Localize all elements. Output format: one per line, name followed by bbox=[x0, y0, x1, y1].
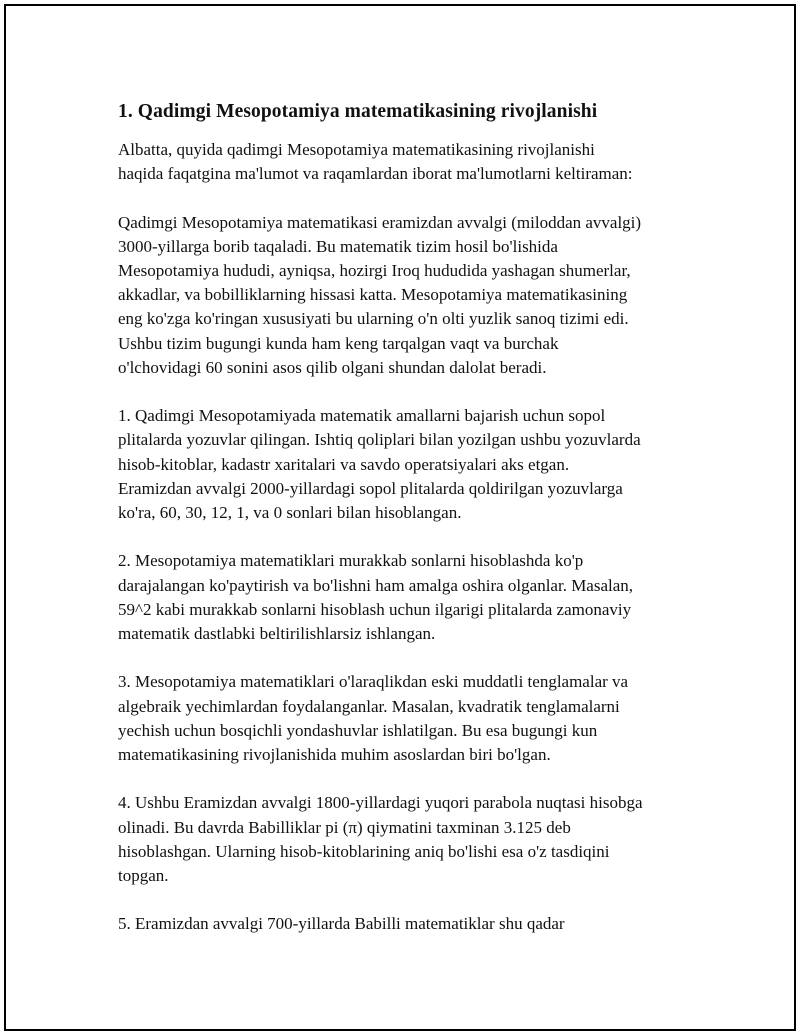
paragraph bbox=[118, 549, 708, 646]
paragraph-line: hisob-kitoblar, kadastr xaritalari va savdo operatsiyalari aks etgan. bbox=[118, 454, 570, 474]
paragraph-line: Eramizdan avvalgi 2000-yillardagi sopol plitalarda qoldirilgan yozuvlarga bbox=[118, 478, 623, 498]
paragraph-line: akkadlar, va bobilliklarning hissasi katta. Mesopotamiya matematikasining bbox=[118, 285, 628, 305]
paragraph-line: Mesopotamiya hududi, ayniqsa, hozirgi Iroq hududida yashagan shumerlar, bbox=[118, 261, 631, 280]
paragraph bbox=[118, 404, 708, 525]
paragraph-line: Ushbu tizim bugungi kunda ham keng tarqalgan vaqt va burchak bbox=[118, 333, 559, 353]
paragraph-line: Albatta, quyida qadimgi Mesopotamiya matematikasining rivojlanishi bbox=[118, 140, 595, 159]
paragraph-line: matematik dastlabki beltirilishlarsiz ishlangan. bbox=[118, 624, 436, 644]
paragraph-line: 59^2 kabi murakkab sonlarni hisoblash uchun ilgarigi plitalarda zamonaviy bbox=[118, 599, 632, 619]
paragraph-line: olinadi. Bu davrda Babilliklar pi (π) qiymatini taxminan 3.125 deb bbox=[118, 817, 571, 837]
paragraph-line: 3000-yillarga borib taqaladi. Bu matematik tizim hosil bo'lishida bbox=[118, 236, 558, 256]
paragraph-line: 4. Ushbu Eramizdan avvalgi 1800-yillardagi yuqori parabola nuqtasi hisobga bbox=[118, 793, 643, 813]
paragraph-line: 1. Qadimgi Mesopotamiyada matematik amallarni bajarish uchun sopol bbox=[118, 406, 606, 426]
paragraph-list bbox=[118, 138, 708, 937]
paragraph-line: hisoblashgan. Ularning hisob-kitoblarining aniq bo'lishi esa o'z tasdiqini bbox=[118, 841, 610, 861]
paragraph bbox=[118, 791, 708, 888]
paragraph-line: ko'ra, 60, 30, 12, 1, va 0 sonlari bilan hisoblangan. bbox=[118, 503, 462, 523]
paragraph-line: 2. Mesopotamiya matematiklari murakkab sonlarni hisoblashda ko'p bbox=[118, 551, 584, 571]
paragraph-line: algebraik yechimlardan foydalanganlar. Masalan, kvadratik tenglamalarni bbox=[118, 696, 620, 716]
paragraph bbox=[118, 211, 708, 380]
paragraph bbox=[118, 912, 708, 936]
paragraph-line: topgan. bbox=[118, 866, 169, 886]
paragraph-line: eng ko'zga ko'ringan xususiyati bu ularning o'n olti yuzlik sanoq tizimi edi. bbox=[118, 309, 629, 329]
paragraph-line: haqida faqatgina ma'lumot va raqamlardan iborat ma'lumotlarni keltiraman: bbox=[118, 164, 633, 184]
document-content bbox=[118, 98, 708, 961]
paragraph-line: Qadimgi Mesopotamiya matematikasi eramizdan avvalgi (miloddan avvalgi) bbox=[118, 212, 642, 232]
paragraph-line: darajalangan ko'paytirish va bo'lishni ham amalga oshira olganlar. Masalan, bbox=[118, 575, 634, 595]
paragraph bbox=[118, 138, 708, 186]
paragraph-line: 5. Eramizdan avvalgi 700-yillarda Babilli matematiklar shu qadar bbox=[118, 914, 565, 934]
document-page bbox=[4, 4, 796, 1031]
paragraph-line: matematikasining rivojlanishida muhim asoslardan biri bo'lgan. bbox=[118, 745, 551, 765]
document-title: 1. Qadimgi Mesopotamiya matematikasining rivojlanishi bbox=[118, 101, 598, 122]
paragraph-line: o'lchovidagi 60 sonini asos qilib olgani shundan dalolat beradi. bbox=[118, 357, 547, 377]
paragraph-line: yechish uchun bosqichli yondashuvlar ishlatilgan. Bu esa bugungi kun bbox=[118, 720, 598, 740]
paragraph-line: plitalarda yozuvlar qilingan. Ishtiq qoliplari bilan yozilgan ushbu yozuvlarda bbox=[118, 430, 641, 450]
paragraph-line: 3. Mesopotamiya matematiklari o'laraqlikdan eski muddatli tenglamalar va bbox=[118, 672, 629, 692]
paragraph bbox=[118, 670, 708, 767]
